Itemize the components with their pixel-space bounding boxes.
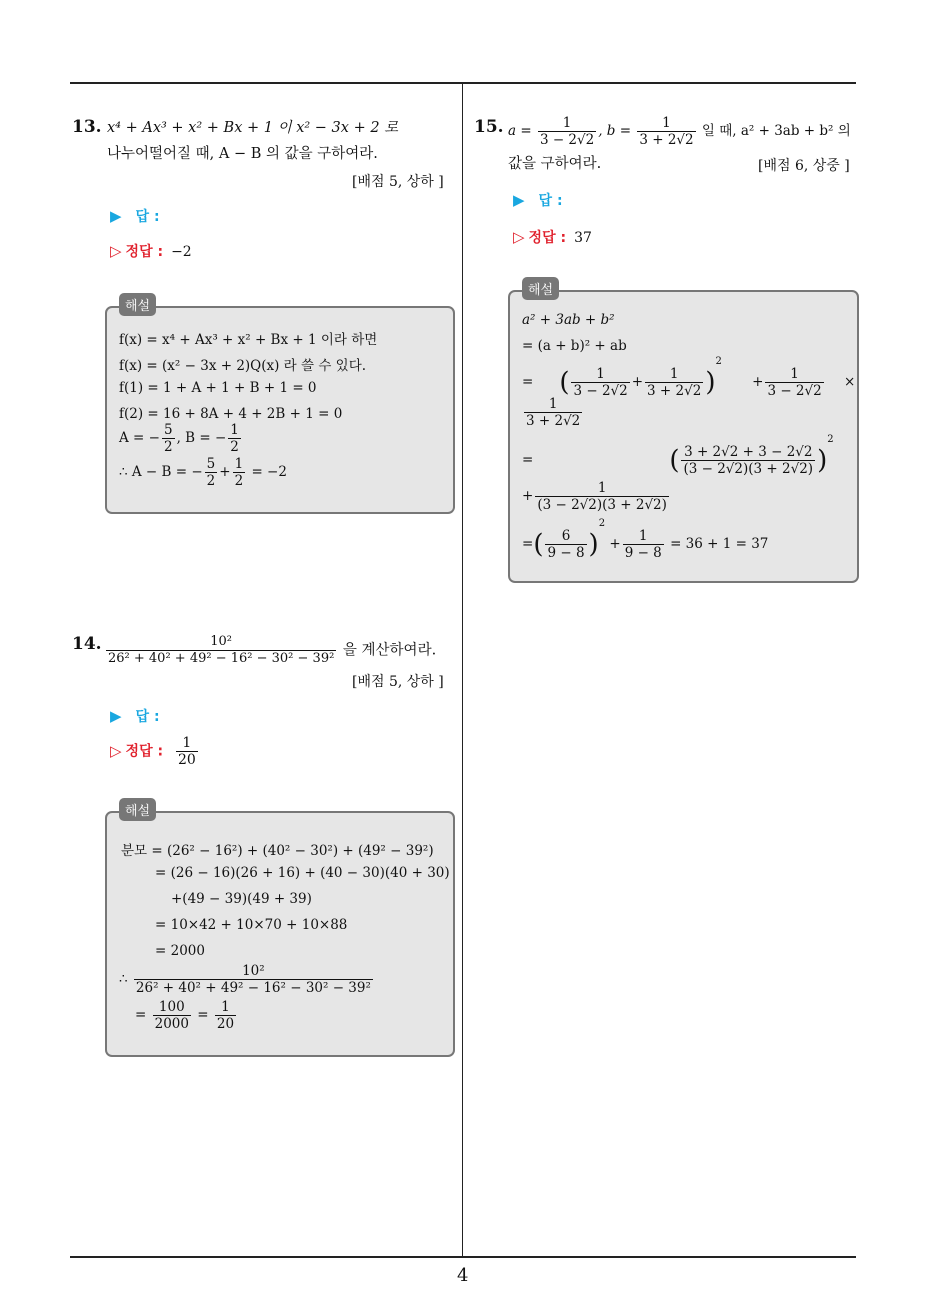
text: + bbox=[609, 536, 621, 552]
numerator: 1 bbox=[176, 735, 198, 752]
text: , b = bbox=[598, 123, 632, 139]
numerator: 1 bbox=[538, 115, 596, 132]
fraction bbox=[765, 366, 823, 399]
solution-line-final bbox=[119, 456, 287, 489]
denominator: 9 − 8 bbox=[547, 545, 585, 561]
fraction bbox=[233, 456, 246, 489]
text: = bbox=[522, 374, 534, 390]
denominator: 2 bbox=[230, 439, 239, 455]
question-13-solution-box bbox=[105, 299, 455, 514]
question-15-line1 bbox=[508, 115, 851, 148]
text: = −2 bbox=[251, 464, 287, 480]
text: + bbox=[522, 488, 534, 504]
fraction bbox=[645, 366, 703, 399]
text: A = − bbox=[119, 430, 160, 446]
numerator: 100 bbox=[153, 999, 191, 1016]
paren: ) bbox=[705, 367, 716, 398]
question-13-line2: 나누어떨어질 때, A − B 의 값을 구하여라. bbox=[107, 146, 378, 162]
numerator: 1 bbox=[535, 480, 669, 497]
numerator: 10² bbox=[106, 634, 336, 651]
text: a = bbox=[508, 123, 532, 139]
top-rule bbox=[70, 82, 856, 84]
denominator: 3 − 2√2 bbox=[539, 132, 595, 148]
fraction bbox=[106, 634, 336, 667]
exponent: 2 bbox=[827, 434, 834, 445]
solution-line-7 bbox=[522, 518, 768, 561]
solution-line: = (26 − 16)(26 + 16) + (40 − 30)(40 + 30) bbox=[155, 865, 450, 881]
text: + bbox=[631, 374, 644, 390]
outline-triangle-icon: ▷ bbox=[513, 228, 525, 246]
question-15-answer-row[interactable] bbox=[513, 190, 563, 210]
solution-line-5 bbox=[522, 434, 834, 477]
text: ∴ A − B = − bbox=[119, 464, 203, 480]
numerator: 1 bbox=[765, 366, 823, 383]
numerator: 10² bbox=[134, 963, 373, 980]
solution-line: f(x) = x⁴ + Ax³ + x² + Bx + 1 이라 하면 bbox=[119, 332, 378, 348]
paren: ) bbox=[588, 529, 599, 560]
correct-fraction bbox=[176, 735, 198, 768]
numerator: 1 bbox=[645, 366, 703, 383]
solution-line: +(49 − 39)(49 + 39) bbox=[171, 891, 312, 907]
outline-triangle-icon: ▷ bbox=[110, 242, 122, 260]
denominator: 2 bbox=[234, 473, 244, 489]
fraction bbox=[538, 115, 596, 148]
denominator: 3 − 2√2 bbox=[573, 383, 628, 399]
correct-value: −2 bbox=[171, 244, 192, 260]
numerator: 1 bbox=[623, 528, 664, 545]
solution-line-result bbox=[135, 999, 238, 1032]
denominator: 26² + 40² + 49² − 16² − 30² − 39² bbox=[108, 651, 335, 666]
question-14-answer-row[interactable] bbox=[110, 706, 160, 726]
fraction bbox=[545, 528, 586, 561]
fraction bbox=[153, 999, 191, 1032]
question-13-answer-row[interactable] bbox=[110, 206, 160, 226]
fraction bbox=[681, 444, 815, 477]
fraction bbox=[535, 480, 669, 513]
question-13-number: 13. bbox=[72, 117, 102, 137]
text: = bbox=[197, 1007, 209, 1023]
fraction bbox=[134, 963, 373, 996]
denominator: (3 − 2√2)(3 + 2√2) bbox=[537, 497, 667, 513]
denominator: 3 + 2√2 bbox=[526, 413, 581, 429]
fraction bbox=[228, 422, 241, 455]
text: + bbox=[752, 374, 764, 390]
numerator: 1 bbox=[234, 456, 244, 472]
question-14-text bbox=[104, 634, 436, 667]
paren: ( bbox=[559, 367, 570, 398]
text: 일 때, a² + 3ab + b² 의 bbox=[701, 123, 851, 139]
solution-line: f(2) = 16 + 8A + 4 + 2B + 1 = 0 bbox=[119, 406, 343, 422]
solution-line: f(1) = 1 + A + 1 + B + 1 = 0 bbox=[119, 380, 317, 396]
denominator: 2 bbox=[163, 439, 173, 455]
correct-label: 정답 : bbox=[125, 743, 164, 760]
text: 을 계산하여라. bbox=[342, 642, 437, 659]
denominator: 20 bbox=[216, 1016, 235, 1032]
play-icon: ▶ bbox=[110, 707, 122, 725]
solution-line-ab bbox=[119, 422, 243, 455]
denominator: 2000 bbox=[154, 1016, 189, 1032]
solution-tag: 해설 bbox=[119, 293, 156, 316]
answer-label: 답 : bbox=[135, 709, 160, 725]
solution-line-6 bbox=[522, 480, 671, 513]
fraction bbox=[637, 115, 695, 148]
question-15-solution-box bbox=[508, 283, 859, 583]
solution-line-4 bbox=[522, 396, 584, 429]
question-14-correct-row bbox=[110, 735, 200, 768]
bottom-rule bbox=[70, 1256, 856, 1258]
numerator: 6 bbox=[545, 528, 586, 545]
paren: ) bbox=[817, 445, 828, 476]
outline-triangle-icon: ▷ bbox=[110, 741, 122, 760]
question-15-line2: 값을 구하여라. bbox=[508, 156, 602, 172]
denominator: 3 − 2√2 bbox=[767, 383, 822, 399]
numerator: 1 bbox=[230, 422, 239, 438]
fraction bbox=[215, 999, 236, 1032]
solution-line: 분모 = (26² − 16²) + (40² − 30²) + (49² − 39²) bbox=[121, 843, 434, 859]
denominator: (3 − 2√2)(3 + 2√2) bbox=[683, 461, 814, 477]
play-icon: ▶ bbox=[110, 207, 122, 225]
solution-line: = (a + b)² + ab bbox=[522, 338, 627, 354]
fraction bbox=[524, 396, 582, 429]
text: + bbox=[219, 464, 231, 480]
answer-label: 답 : bbox=[538, 193, 563, 209]
text: = bbox=[135, 1007, 147, 1023]
numerator: 1 bbox=[524, 396, 582, 413]
question-15-number: 15. bbox=[474, 117, 504, 137]
fraction bbox=[162, 422, 175, 455]
numerator: 3 + 2√2 + 3 − 2√2 bbox=[681, 444, 815, 461]
exponent: 2 bbox=[715, 356, 722, 367]
denominator: 20 bbox=[177, 752, 196, 768]
text: ∴ bbox=[119, 971, 128, 987]
correct-value: 37 bbox=[574, 230, 592, 246]
text: = bbox=[522, 452, 534, 468]
fraction bbox=[205, 456, 218, 489]
page-number: 4 bbox=[457, 1265, 469, 1286]
question-14-solution-box bbox=[105, 804, 455, 1057]
solution-line: = 2000 bbox=[155, 943, 205, 959]
question-15-score: [배점 6, 상중 ] bbox=[758, 158, 850, 174]
solution-line: a² + 3ab + b² bbox=[522, 312, 615, 328]
correct-label: 정답 : bbox=[528, 230, 567, 246]
numerator: 1 bbox=[637, 115, 695, 132]
solution-tag: 해설 bbox=[119, 798, 156, 821]
text: = 36 + 1 = 37 bbox=[670, 536, 769, 552]
denominator: 2 bbox=[206, 473, 216, 489]
solution-line-therefore bbox=[119, 963, 375, 996]
text: = bbox=[522, 536, 534, 552]
question-13-score: [배점 5, 상하 ] bbox=[352, 174, 444, 190]
question-14-number: 14. bbox=[72, 634, 102, 654]
solution-line: = 10×42 + 10×70 + 10×88 bbox=[155, 917, 348, 933]
solution-tag: 해설 bbox=[522, 277, 559, 300]
denominator: 3 + 2√2 bbox=[639, 132, 694, 148]
text: , B = − bbox=[176, 430, 227, 446]
fraction bbox=[623, 528, 664, 561]
solution-line-3 bbox=[522, 356, 855, 399]
question-14-score: [배점 5, 상하 ] bbox=[352, 674, 444, 690]
fraction bbox=[571, 366, 629, 399]
exponent: 2 bbox=[598, 518, 606, 529]
question-13-line1: x⁴ + Ax³ + x² + Bx + 1 이 x² − 3x + 2 로 bbox=[107, 120, 399, 136]
numerator: 5 bbox=[163, 422, 173, 438]
solution-line: f(x) = (x² − 3x + 2)Q(x) 라 쓸 수 있다. bbox=[119, 358, 367, 374]
numerator: 1 bbox=[215, 999, 236, 1016]
numerator: 5 bbox=[206, 456, 216, 472]
paren: ( bbox=[533, 529, 544, 560]
answer-label: 답 : bbox=[135, 209, 160, 225]
numerator: 1 bbox=[571, 366, 629, 383]
text: × bbox=[844, 374, 856, 390]
question-13-correct-row bbox=[110, 241, 192, 261]
denominator: 9 − 8 bbox=[624, 545, 662, 561]
correct-label: 정답 : bbox=[125, 244, 164, 260]
question-15-correct-row bbox=[513, 227, 592, 247]
denominator: 3 + 2√2 bbox=[647, 383, 702, 399]
column-divider bbox=[462, 84, 463, 1256]
play-icon: ▶ bbox=[513, 191, 525, 209]
paren: ( bbox=[669, 445, 680, 476]
denominator: 26² + 40² + 49² − 16² − 30² − 39² bbox=[135, 980, 371, 996]
